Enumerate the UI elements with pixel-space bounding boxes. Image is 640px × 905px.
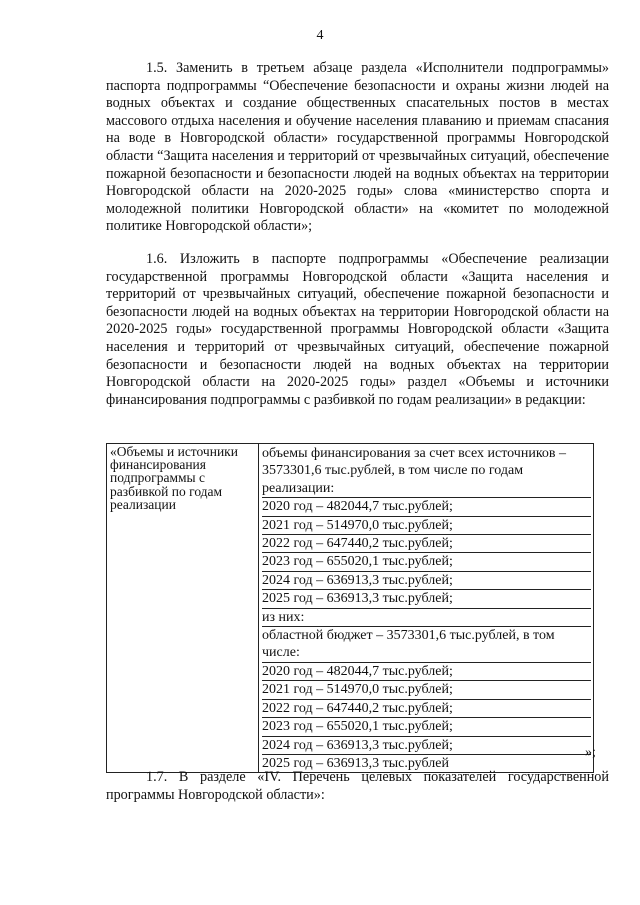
financing-line: 2022 год – 647440,2 тыс.рублей;: [262, 700, 591, 718]
financing-line: 2023 год – 655020,1 тыс.рублей;: [262, 718, 591, 736]
page-number: 4: [316, 28, 324, 43]
financing-line: 2023 год – 655020,1 тыс.рублей;: [262, 553, 591, 571]
financing-line: 2025 год – 636913,3 тыс.рублей: [262, 755, 449, 771]
financing-line: 2021 год – 514970,0 тыс.рублей;: [262, 681, 591, 699]
financing-line: 2024 год – 636913,3 тыс.рублей;: [262, 737, 591, 755]
financing-line: 2022 год – 647440,2 тыс.рублей;: [262, 535, 591, 553]
paragraph-1-7: 1.7. В разделе «IV. Перечень целевых показателей государственной программы Новгородской области»:: [106, 769, 609, 803]
financing-line: областной бюджет – 3573301,6 тыс.рублей, в том числе:: [262, 627, 591, 663]
financing-line: 2020 год – 482044,7 тыс.рублей;: [262, 663, 591, 681]
financing-line: 2025 год – 636913,3 тыс.рублей;: [262, 590, 591, 608]
financing-line: объемы финансирования за счет всех источников – 3573301,6 тыс.рублей, в том числе по годам реализации:: [262, 445, 591, 498]
financing-label-cell: «Объемы и источники финансирования подпрограммы с разбивкой по годам реализации: [107, 444, 259, 773]
paragraph-1-6: 1.6. Изложить в паспорте подпрограммы «Обеспечение реализации государственной программы Новгородской области «Защита населения и территорий от чрезвычайных ситуаций, обеспечение пожарной безопасности и безопасности людей на водных объектах на территории Новгородской области на 2020-2025 годы» государственной программы Новгородской области «Защита населения и территорий от чрезвычайных ситуаций, обеспечение пожарной безопасности и безопасности людей на водных объектах на территории Новгородской области на 2020-2025 годы» раздел «Объемы и источники финансирования подпрограммы с разбивкой по годам реализации» в редакции:: [106, 251, 609, 408]
financing-values-cell: [259, 444, 594, 773]
financing-line: 2020 год – 482044,7 тыс.рублей;: [262, 498, 591, 516]
financing-line: 2024 год – 636913,3 тыс.рублей;: [262, 572, 591, 590]
financing-table: [106, 443, 594, 773]
paragraph-1-5: 1.5. Заменить в третьем абзаце раздела «Исполнители подпрограммы» паспорта подпрограммы “Обеспечение безопасности и охраны жизни людей на водных объектах и создание общественных спасательных постов в местах массового отдыха населения и обучение населения плаванию и приемам спасания на воде в Новгородской области» государственной программы Новгородской области “Защита населения и территорий от чрезвычайных ситуаций, обеспечение пожарной безопасности и безопасности людей на водных объектах на территории Новгородской области на 2020-2025 годы» слова «министерство спорта и молодежной политики Новгородской области» на «комитет по молодежной политике Новгородской области»;: [106, 60, 609, 235]
financing-line: 2021 год – 514970,0 тыс.рублей;: [262, 517, 591, 535]
financing-line: из них:: [262, 609, 591, 627]
table-closing-quote: »;: [585, 745, 596, 760]
